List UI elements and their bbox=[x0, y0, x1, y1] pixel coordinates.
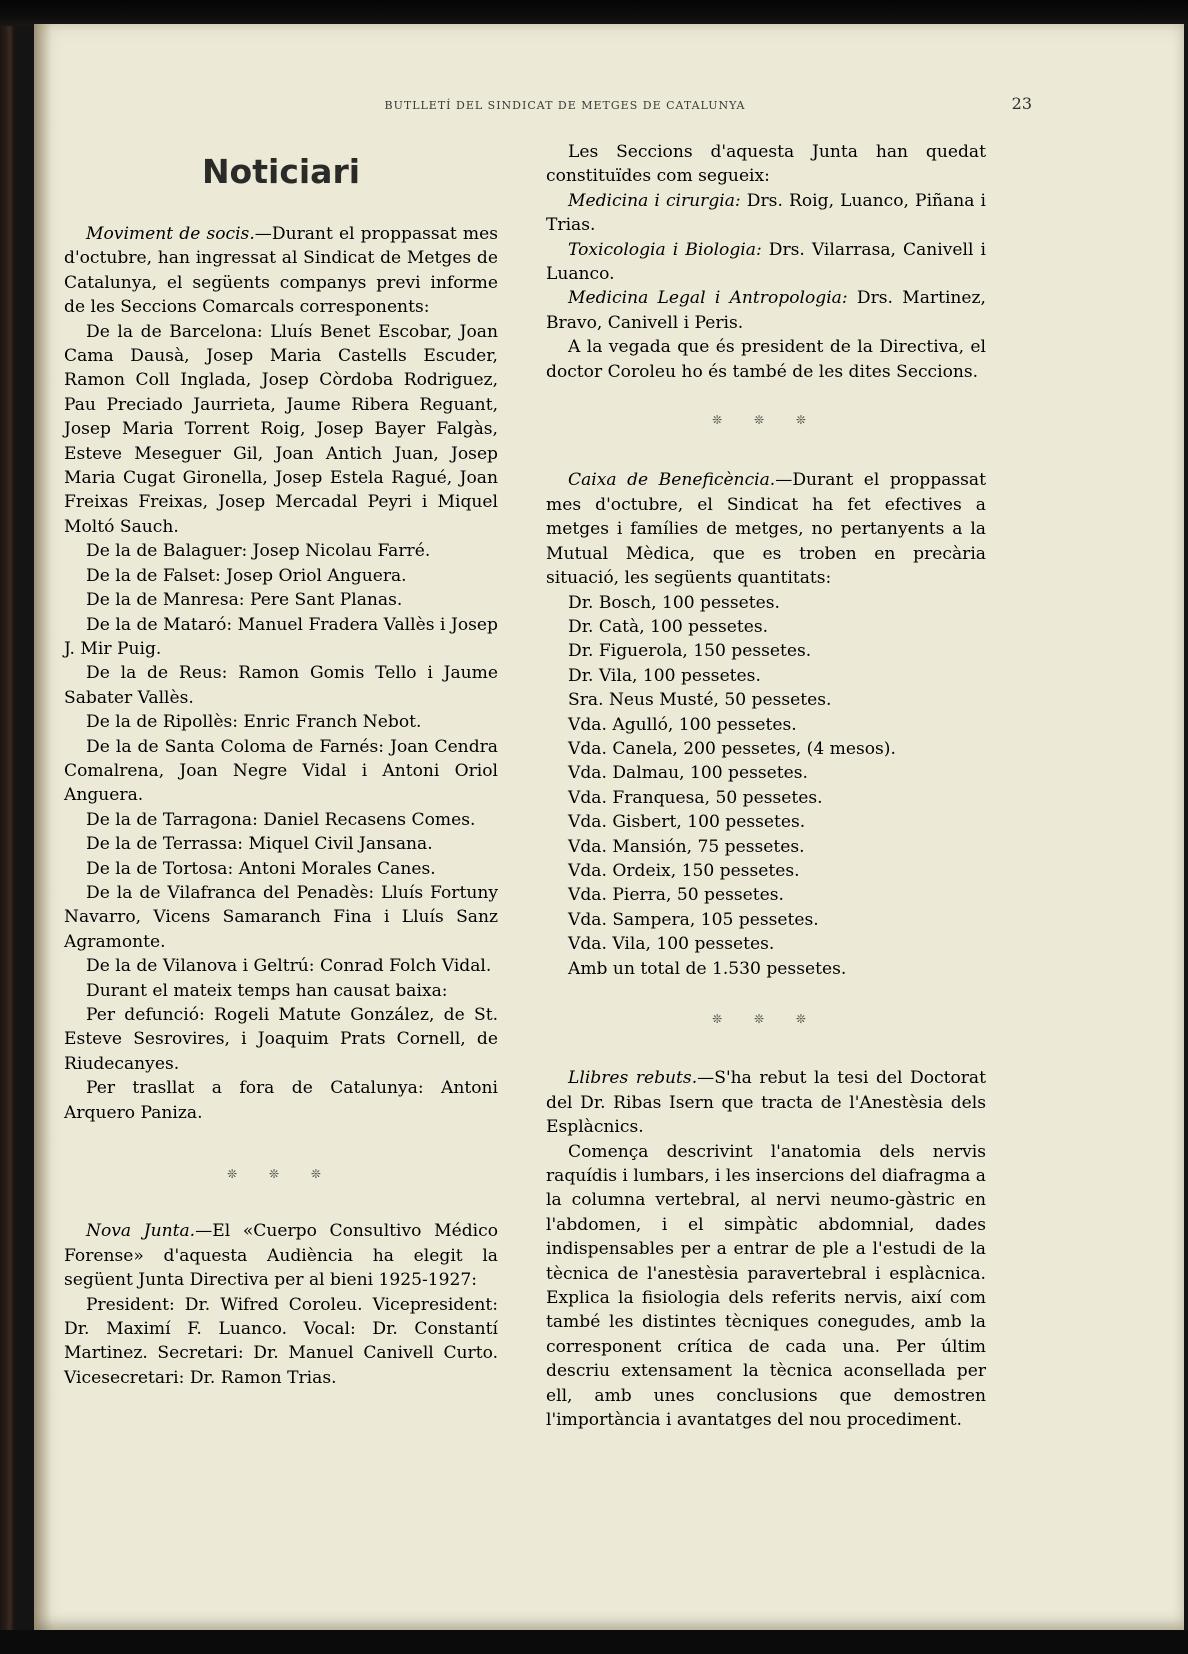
seccions-intro: Les Seccions d'aquesta Junta han quedat constituïdes com segueix: bbox=[546, 142, 986, 187]
list-item: Vda. Mansión, 75 pessetes. bbox=[568, 836, 805, 857]
baixa-trasllat: Per trasllat a fora de Catalunya: Antoni Arquero Paniza. bbox=[64, 1078, 498, 1123]
section-separator: ❊ ❊ ❊ bbox=[712, 413, 820, 428]
nova-junta-text: —El «Cuerpo Consultivo Médico Forense» d'aquesta Audiència ha elegit la següent Junta Directiva per al bieni 1925-1927: bbox=[64, 1221, 498, 1291]
seccio-members: Drs. Martinez, Bravo, Canivell i Peris. bbox=[546, 288, 986, 333]
llibres-rebuts-text: —S'ha rebut la tesi del Doctorat del Dr. Ribas Isern que tracta de l'Anestèsia dels Esplàcnics. bbox=[546, 1068, 986, 1138]
list-item: Vda. Agulló, 100 pessetes. bbox=[568, 714, 797, 735]
list-item: Dr. Bosch, 100 pessetes. bbox=[568, 592, 780, 613]
list-item: Vda. Franquesa, 50 pessetes. bbox=[568, 787, 823, 808]
llibres-rebuts-body: Comença descrivint l'anatomia dels nervis raquídis i lumbars, i les insercions del diafragma a la columna vertebral, al nervi neumo-gàstric en l'abdomen, i el simpàtic abdomnial, dades indispensables per a entrar de ple a l'estudi de la tècnica de l'anestèsia paravertebral i esplàcnica. Explica la fisiologia dels referits nervis, així com també les distintes tècniques conegudes, amb la corresponent crítica de cada una. Per últim descriu extensament la tècnica aconsellada per ell, amb unes conclusions que demostren l'importància i avantatges del nou procediment. bbox=[546, 1141, 986, 1431]
llibres-rebuts-lead: Llibres rebuts. bbox=[568, 1068, 698, 1089]
llibres-rebuts-paragraph bbox=[546, 1066, 986, 1139]
seccio-entry bbox=[546, 286, 986, 335]
comarcal-entry: De la de Terrassa: Miquel Civil Jansana. bbox=[86, 834, 433, 855]
running-header: BUTLLETÍ DEL SINDICAT DE METGES DE CATALUNYA bbox=[384, 99, 746, 112]
caixa-beneficencia-text: —Durant el proppassat mes d'octubre, el Sindicat ha fet efectives a metges i famílies de metges, no pertanyents a la Mutual Mèdica, que es troben en precària situació, les següents quantitats: bbox=[546, 470, 986, 589]
section-separator: ❊ ❊ ❊ bbox=[227, 1167, 335, 1182]
seccio-entry bbox=[546, 238, 986, 287]
list-item: Vda. Canela, 200 pessetes, (4 mesos). bbox=[568, 738, 896, 759]
comarcal-entry: De la de Tarragona: Daniel Recasens Comes. bbox=[86, 809, 476, 830]
comarcal-entry: De la de Ripollès: Enric Franch Nebot. bbox=[86, 712, 422, 733]
list-item: Vda. Gisbert, 100 pessetes. bbox=[568, 812, 806, 833]
baixa-intro: Durant el mateix temps han causat baixa: bbox=[86, 980, 448, 1001]
list-item: Dr. Figuerola, 150 pessetes. bbox=[568, 641, 812, 662]
total-item: Amb un total de 1.530 pessetes. bbox=[568, 958, 847, 979]
section-title: Noticiari bbox=[201, 152, 361, 191]
list-item: Vda. Sampera, 105 pessetes. bbox=[568, 909, 819, 930]
list-item: Vda. Pierra, 50 pessetes. bbox=[568, 885, 784, 906]
comarcal-entry: De la de Santa Coloma de Farnés: Joan Cendra Comalrena, Joan Negre Vidal i Antoni Oriol Anguera. bbox=[64, 736, 498, 806]
seccio-name: Toxicologia i Biologia: bbox=[568, 239, 762, 260]
list-item: Sra. Neus Musté, 50 pessetes. bbox=[568, 690, 832, 711]
moviment-socis-text: —Durant el proppassat mes d'octubre, han ingressat al Sindicat de Metges de Catalunya, el següents companys previ informe de les Seccions Comarcals corresponents: bbox=[64, 224, 498, 318]
binding-edge-bottom bbox=[0, 1630, 1188, 1654]
binding-edge-top bbox=[0, 0, 1188, 26]
caixa-beneficencia-paragraph bbox=[546, 468, 986, 590]
moviment-socis-paragraph bbox=[64, 222, 498, 320]
nova-junta-paragraph bbox=[64, 1219, 498, 1292]
list-item: Dr. Catà, 100 pessetes. bbox=[568, 616, 769, 637]
seccio-entry bbox=[546, 189, 986, 238]
comarcal-entry: De la de Tortosa: Antoni Morales Canes. bbox=[86, 858, 436, 879]
list-item: Vda. Vila, 100 pessetes. bbox=[568, 934, 775, 955]
seccio-members: Drs. Roig, Luanco, Piñana i Trias. bbox=[546, 190, 987, 236]
comarcal-entry: De la de Falset: Josep Oriol Anguera. bbox=[86, 565, 407, 586]
seccio-members: Drs. Vilarrasa, Canivell i Luanco. bbox=[546, 239, 986, 285]
baixa-defuncio: Per defunció: Rogeli Matute González, de St. Esteve Sesrovires, i Joaquim Prats Cornell, de Riudecanyes. bbox=[64, 1005, 498, 1074]
page-number: 23 bbox=[1011, 94, 1032, 113]
comarcal-entry: De la de Vilafranca del Penadès: Lluís Fortuny Navarro, Vicens Samaranch Fina i Lluís Sanz Agramonte. bbox=[64, 882, 498, 952]
right-column bbox=[546, 140, 986, 1433]
comarcal-entry: De la de Reus: Ramon Gomis Tello i Jaume Sabater Vallès. bbox=[64, 663, 498, 708]
quantitats-list bbox=[546, 591, 986, 982]
comarcal-entry: De la de Barcelona: Lluís Benet Escobar, Joan Cama Dausà, Josep Maria Castells Escuder, Ramon Coll Inglada, Josep Còrdoba Rodriguez, Pau Preciado Jaurrieta, Jaume Ribera Reguant, Josep Maria Torrent Roig, Josep Bayer Falgàs, Esteve Meseguer Gil, Joan Antich Juan, Josep Maria Cugat Gironella, Josep Estela Ragué, Joan Freixas Freixas, Josep Mercadal Peyri i Miquel Moltó Sauch. bbox=[64, 321, 498, 537]
list-item: Vda. Ordeix, 150 pessetes. bbox=[568, 860, 800, 881]
section-separator: ❊ ❊ ❊ bbox=[712, 1012, 820, 1026]
moviment-socis-lead: Moviment de socis. bbox=[86, 224, 255, 244]
comarcal-entry: De la de Mataró: Manuel Fradera Vallès i Josep J. Mir Puig. bbox=[64, 614, 498, 659]
comarcal-entry: De la de Vilanova i Geltrú: Conrad Folch Vidal. bbox=[86, 956, 492, 977]
list-item: Vda. Dalmau, 100 pessetes. bbox=[568, 763, 808, 784]
list-item: Dr. Vila, 100 pessetes. bbox=[568, 665, 761, 686]
nova-junta-lead: Nova Junta. bbox=[86, 1221, 196, 1242]
seccio-name: Medicina Legal i Antropologia: bbox=[568, 288, 848, 309]
left-column bbox=[64, 140, 498, 1390]
comarcal-entry: De la de Manresa: Pere Sant Planas. bbox=[86, 590, 403, 611]
seccio-name: Medicina i cirurgia: bbox=[568, 190, 741, 211]
caixa-beneficencia-lead: Caixa de Beneficència. bbox=[568, 470, 776, 491]
presidencia-paragraph: A la vegada que és president de la Directiva, el doctor Coroleu ho és també de les dites Seccions. bbox=[546, 337, 986, 382]
nova-junta-members: President: Dr. Wifred Coroleu. Vicepresident: Dr. Maximí F. Luanco. Vocal: Dr. Constantí Martinez. Secretari: Dr. Manuel Canivell Curto. Vicesecretari: Dr. Ramon Trias. bbox=[64, 1294, 498, 1388]
comarcal-entry: De la de Balaguer: Josep Nicolau Farré. bbox=[86, 541, 431, 562]
